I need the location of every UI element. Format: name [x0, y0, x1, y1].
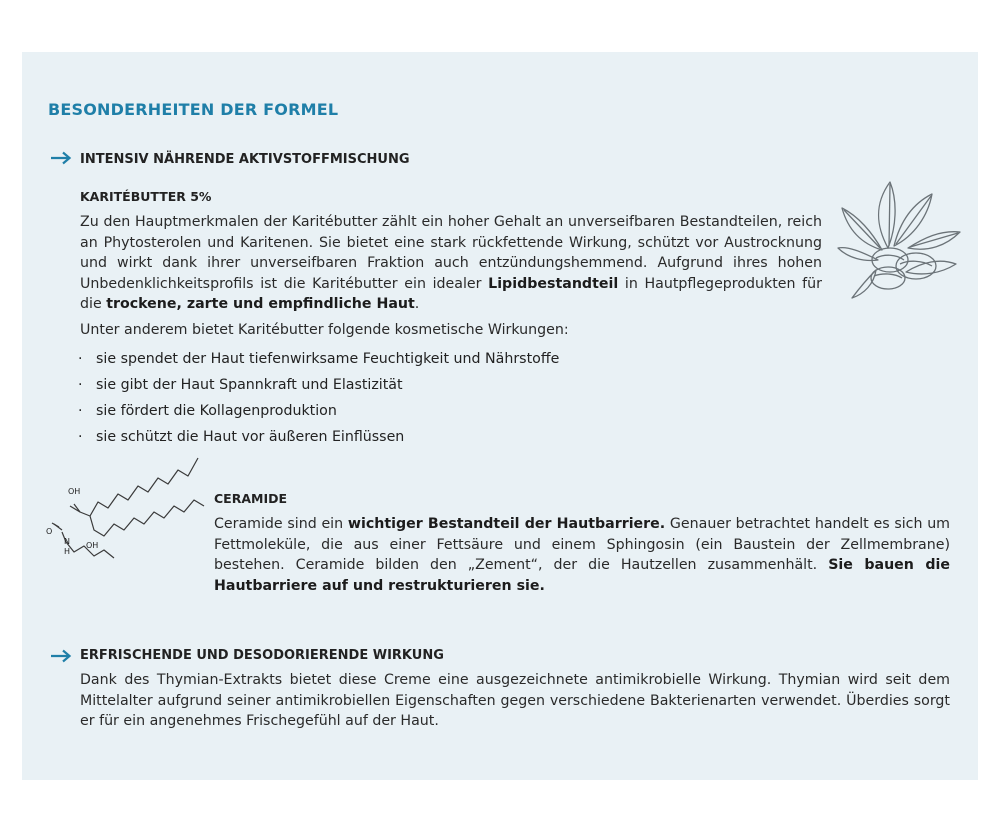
bullet-dot: · — [78, 429, 83, 445]
subheading-ceramide: CERAMIDE — [214, 491, 288, 506]
effects-list — [78, 346, 559, 450]
list-item: · sie schützt die Haut vor äußeren Einflüssen — [78, 424, 559, 450]
shea-butter-paragraph: Zu den Hauptmerkmalen der Karitébutter zählt ein hoher Gehalt an unverseifbaren Bestandteilen, reich an Phytosterolen und Karitenen. Sie bietet eine stark rückfettende Wirkung, schützt vor Austrocknung und wirkt dank ihrer unverseifbaren Fraktion auch entzündungshemmend. Aufgrund ihres hohen Unbedenklichkeitsprofils ist die Karitébutter ein idealer Lipidbestandteil in Hautpflegeprodukten für die trockene, zarte und empfindliche Haut. — [80, 214, 822, 312]
section-heading-refreshing: ERFRISCHENDE UND DESODORIERENDE WIRKUNG — [80, 648, 444, 663]
bullet-dot: · — [78, 403, 83, 419]
shea-nut-leaves-icon — [836, 176, 966, 300]
thyme-paragraph: Dank des Thymian-Extrakts bietet diese Creme eine ausgezeichnete antimikrobielle Wirkung. Thymian wird seit dem Mittelalter aufgrund seiner antimikrobiellen Eigenschaften gegen verschiedene Bakterienarten verwendet. Überdies sorgt er für ein angenehmes Frischegefühl auf der Haut. — [80, 672, 950, 729]
subheading-shea-butter: KARITÉBUTTER 5% — [80, 189, 212, 204]
list-item: · sie gibt der Haut Spannkraft und Elastizität — [78, 372, 559, 398]
list-item: · sie spendet der Haut tiefenwirksame Feuchtigkeit und Nährstoffe — [78, 346, 559, 372]
page-title: BESONDERHEITEN DER FORMEL — [48, 100, 339, 119]
oh-label: OH — [86, 541, 99, 550]
n-label: N — [64, 537, 70, 546]
list-item: · sie fördert die Kollagenproduktion — [78, 398, 559, 424]
oh-label: OH — [68, 487, 81, 496]
arrow-right-icon — [50, 649, 72, 663]
section-heading-nourishing: INTENSIV NÄHRENDE AKTIVSTOFFMISCHUNG — [80, 152, 410, 167]
ceramide-molecule-icon — [40, 454, 216, 574]
h-label: H — [64, 547, 71, 556]
arrow-right-icon — [50, 151, 72, 165]
ceramide-paragraph: Ceramide sind ein wichtiger Bestandteil der Hautbarriere. Genauer betrachtet handelt es sich um Fettmoleküle, die aus einer Fettsäure und einem Sphingosin (ein Baustein der Zellmembrane) bestehen. Ceramide bilden den „Zement“, der die Hautzellen zusammenhält. Sie bauen die Hautbarriere auf und restrukturieren sie. — [214, 516, 951, 594]
bullet-dot: · — [78, 351, 83, 367]
bullet-dot: · — [78, 377, 83, 393]
o-label: O — [46, 527, 53, 536]
effects-intro: Unter anderem bietet Karitébutter folgende kosmetische Wirkungen: — [80, 322, 569, 338]
